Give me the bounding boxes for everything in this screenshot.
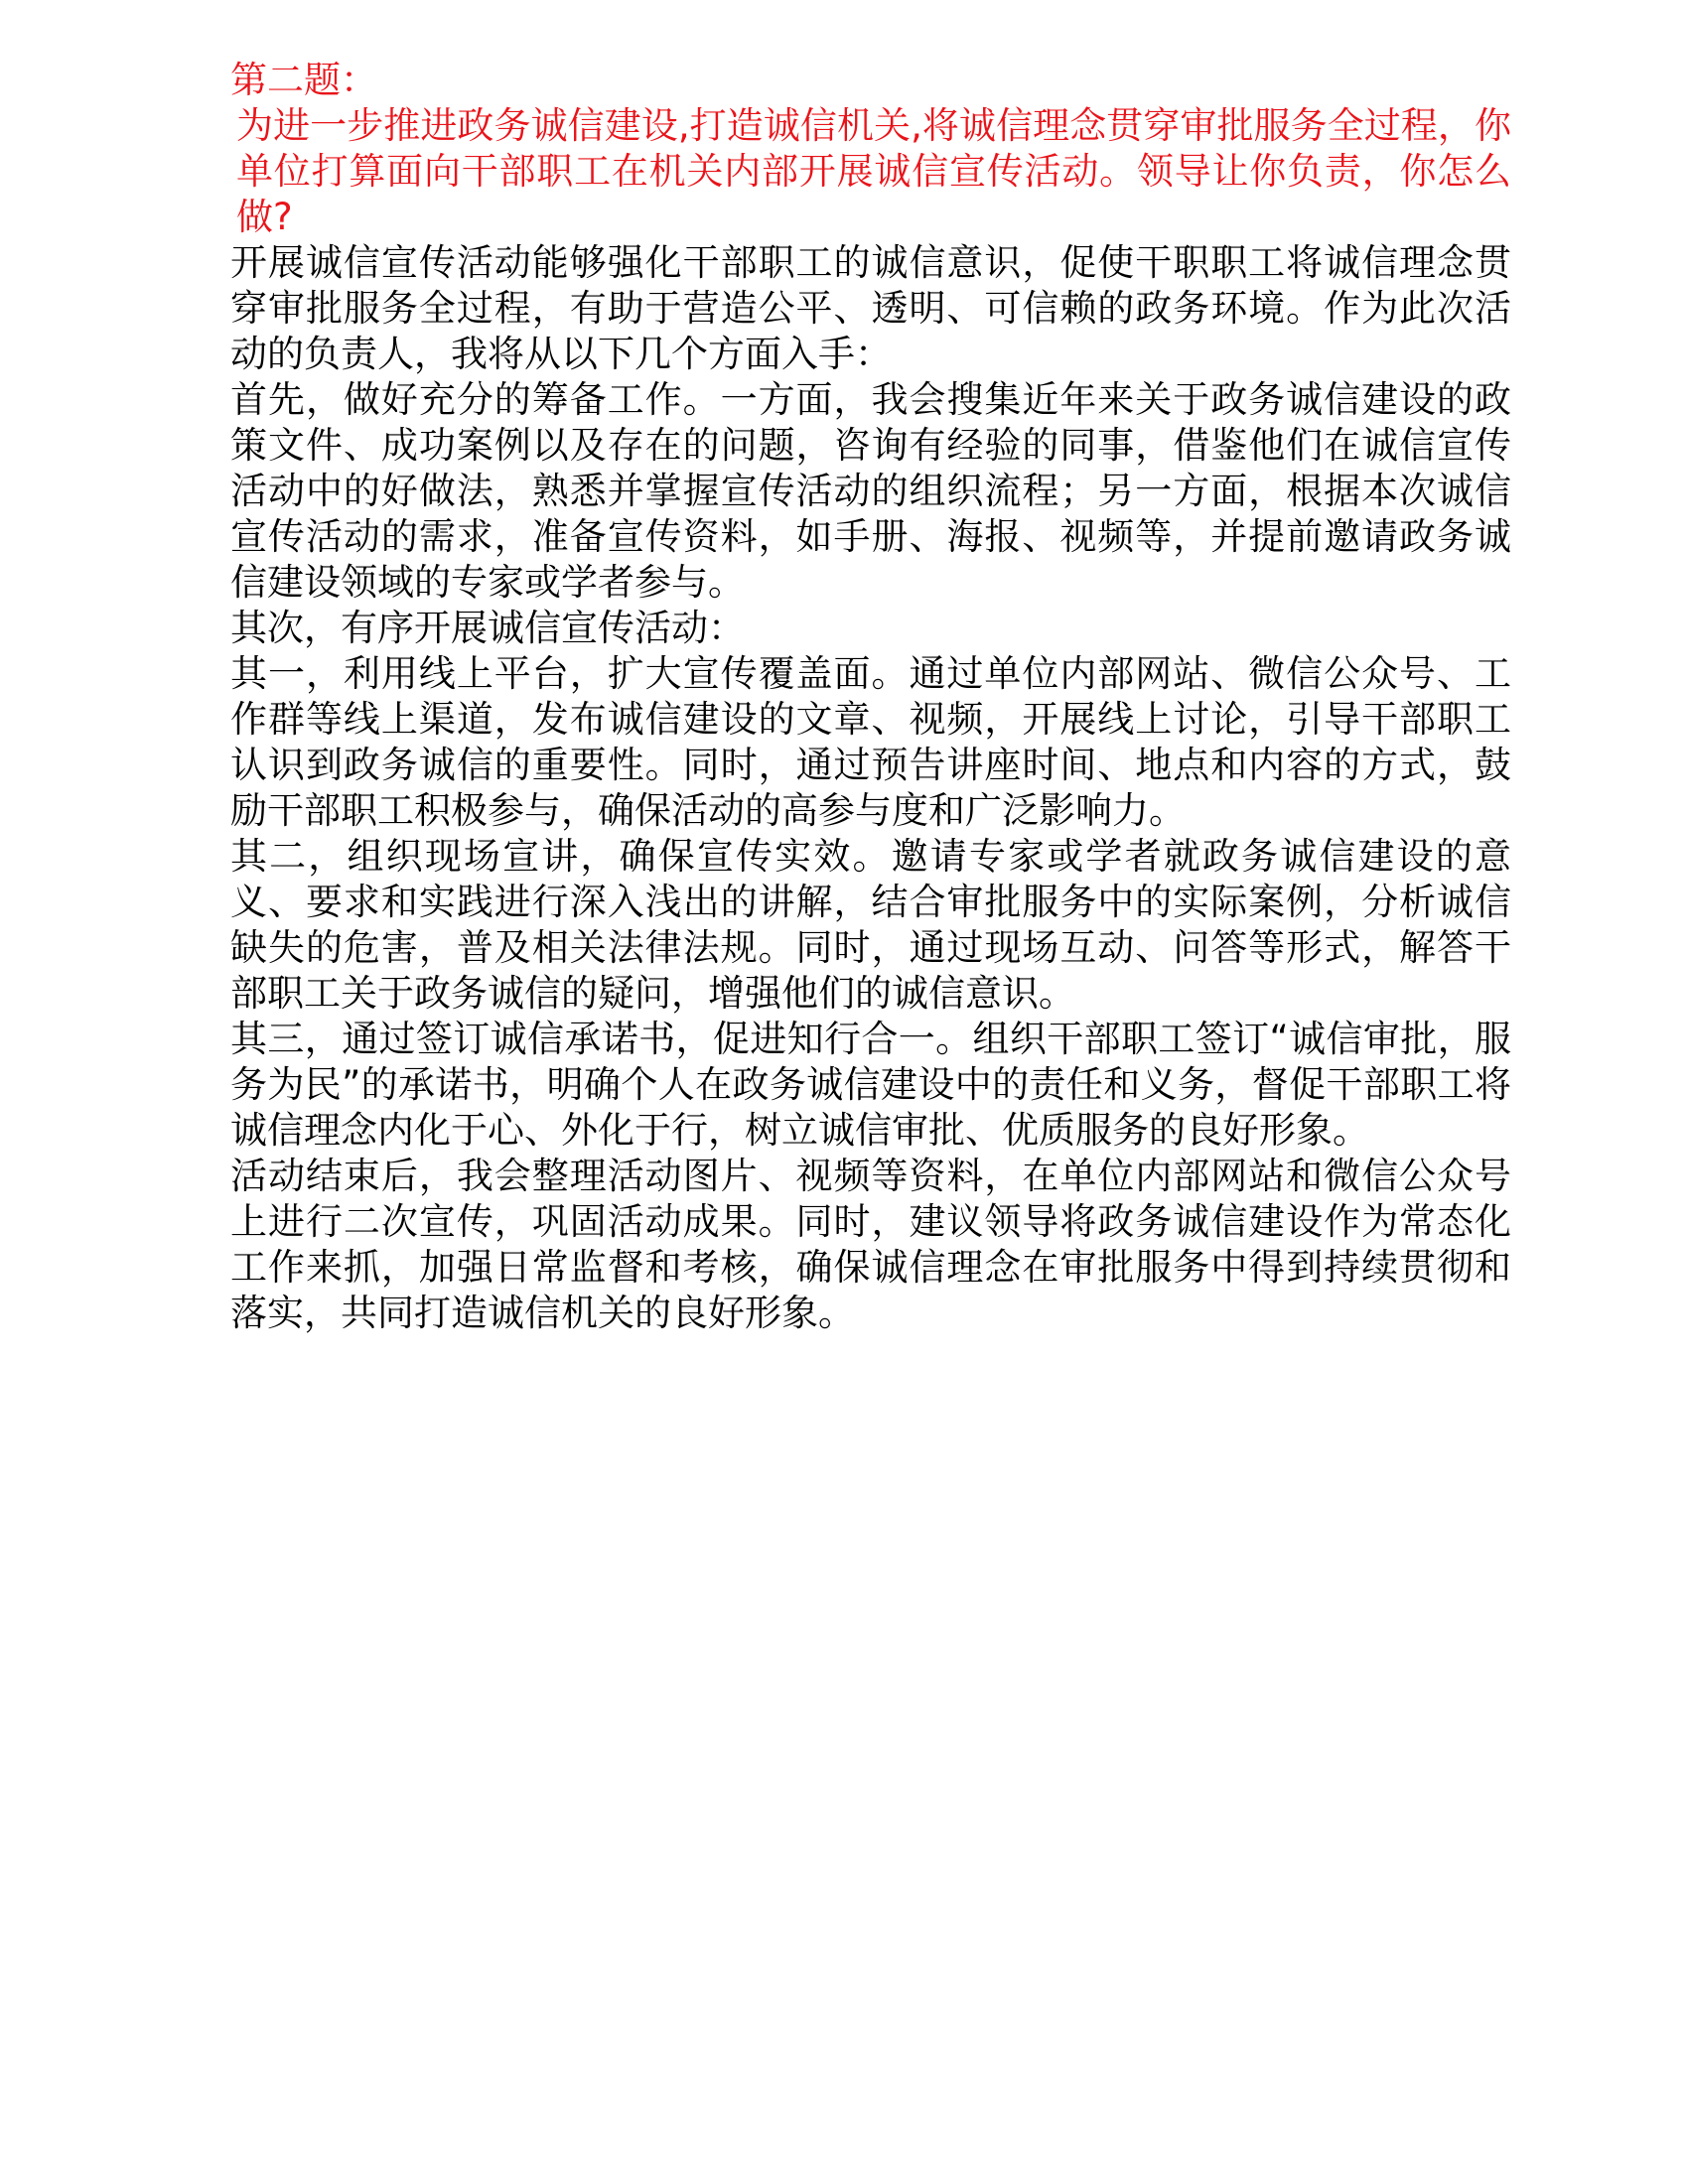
- question-prompt: 为进一步推进政务诚信建设,打造诚信机关,将诚信理念贯穿审批服务全过程，你单位打算面向干部职工在机关内部开展诚信宣传活动。领导让你负责，你怎么做?: [236, 104, 1511, 238]
- answer-activities-heading: 其次，有序开展诚信宣传活动：: [230, 607, 745, 649]
- document-page: [230, 58, 1511, 1336]
- answer-online-platform-paragraph: 其一，利用线上平台，扩大宣传覆盖面。通过单位内部网站、微信公众号、工作群等线上渠道，发布诚信建设的文章、视频，开展线上讨论，引导干部职工认识到政务诚信的重要性。同时，通过预告讲座时间、地点和内容的方式，鼓励干部职工积极参与，确保活动的高参与度和广泛影响力。: [230, 652, 1511, 832]
- answer-intro-paragraph: 开展诚信宣传活动能够强化干部职工的诚信意识，促使干职职工将诚信理念贯穿审批服务全过程，有助于营造公平、透明、可信赖的政务环境。作为此次活动的负责人，我将从以下几个方面入手：: [230, 241, 1511, 375]
- answer-pledge-paragraph: 其三，通过签订诚信承诺书，促进知行合一。组织干部职工签订“诚信审批，服务为民”的承诺书，明确个人在政务诚信建设中的责任和义务，督促干部职工将诚信理念内化于心、外化于行，树立诚信审批、优质服务的良好形象。: [230, 1018, 1511, 1152]
- answer-onsite-lecture-paragraph: 其二，组织现场宣讲，确保宣传实效。邀请专家或学者就政务诚信建设的意义、要求和实践进行深入浅出的讲解，结合审批服务中的实际案例，分析诚信缺失的危害，普及相关法律法规。同时，通过现场互动、问答等形式，解答干部职工关于政务诚信的疑问，增强他们的诚信意识。: [230, 835, 1511, 1015]
- question-number-heading: 第二题：: [230, 59, 377, 101]
- answer-preparation-paragraph: 首先，做好充分的筹备工作。一方面，我会搜集近年来关于政务诚信建设的政策文件、成功案例以及存在的问题，咨询有经验的同事，借鉴他们在诚信宣传活动中的好做法，熟悉并掌握宣传活动的组织流程；另一方面，根据本次诚信宣传活动的需求，准备宣传资料，如手册、海报、视频等，并提前邀请政务诚信建设领域的专家或学者参与。: [230, 378, 1511, 604]
- answer-conclusion-paragraph: 活动结束后，我会整理活动图片、视频等资料，在单位内部网站和微信公众号上进行二次宣传，巩固活动成果。同时，建议领导将政务诚信建设作为常态化工作来抓，加强日常监督和考核，确保诚信理念在审批服务中得到持续贯彻和落实，共同打造诚信机关的良好形象。: [230, 1155, 1511, 1334]
